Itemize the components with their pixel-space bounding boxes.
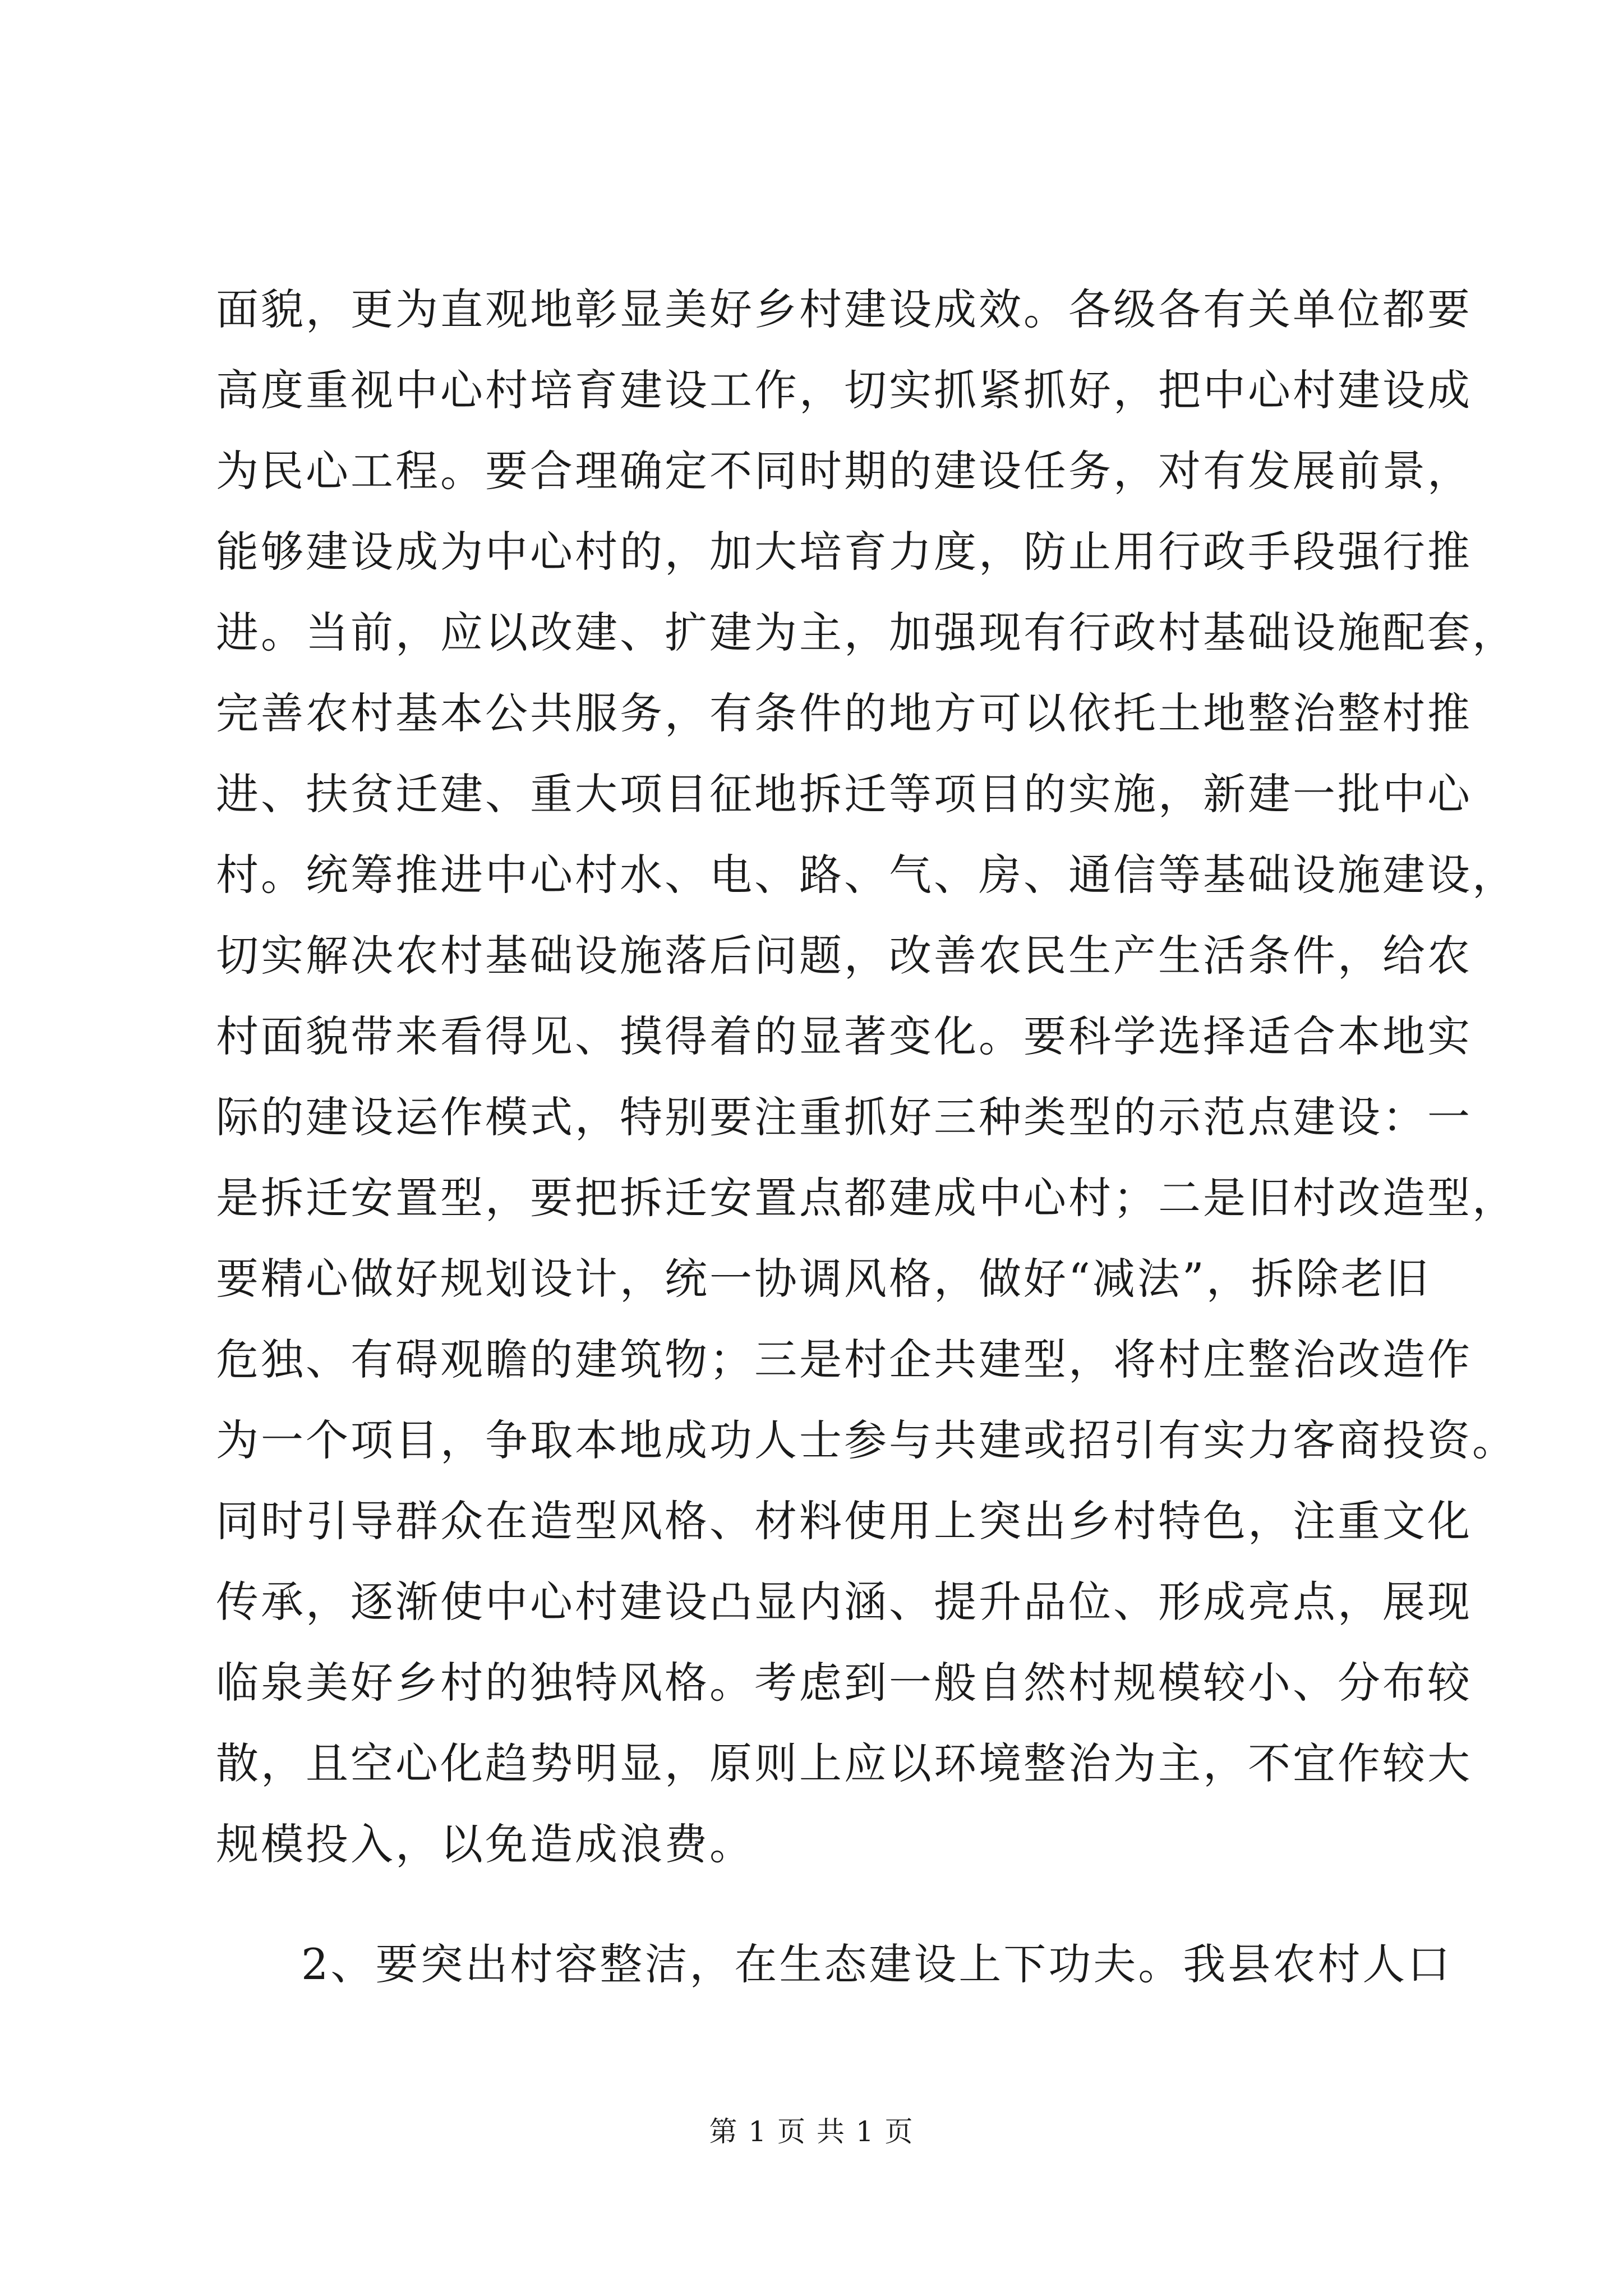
text-line: 完善农村基本公共服务，有条件的地方可以依托土地整治整村推 [216,688,1472,738]
text-line: 面貌，更为直观地彰显美好乡村建设成效。各级各有关单位都要 [216,284,1472,334]
text-line: 临泉美好乡村的独特风格。考虑到一般自然村规模较小、分布较 [216,1658,1472,1708]
text-line: 同时引导群众在造型风格、材料使用上突出乡村特色，注重文化 [216,1496,1472,1546]
paragraph-start-line: 2、要突出村容整洁，在生态建设上下功夫。我县农村人口 [301,1939,1453,1989]
page-footer: 第 1 页 共 1 页 [709,2115,914,2148]
text-line: 是拆迁安置型，要把拆迁安置点都建成中心村；二是旧村改造型， [216,1173,1517,1223]
text-line: 为民心工程。要合理确定不同时期的建设任务，对有发展前景， [216,446,1472,496]
text-line: 传承，逐渐使中心村建设凸显内涵、提升品位、形成亮点，展现 [216,1577,1472,1627]
text-line: 际的建设运作模式，特别要注重抓好三种类型的示范点建设：一 [216,1092,1472,1142]
text-line: 切实解决农村基础设施落后问题，改善农民生产生活条件，给农 [216,931,1472,981]
text-line: 村。统筹推进中心村水、电、路、气、房、通信等基础设施建设， [216,850,1517,900]
text-line: 进。当前，应以改建、扩建为主，加强现有行政村基础设施配套， [216,608,1517,657]
text-line: 进、扶贫迁建、重大项目征地拆迁等项目的实施，新建一批中心 [216,769,1472,819]
text-line: 高度重视中心村培育建设工作，切实抓紧抓好，把中心村建设成 [216,365,1472,415]
text-line: 散，且空心化趋势明显，原则上应以环境整治为主，不宜作较大 [216,1738,1472,1788]
text-line: 能够建设成为中心村的，加大培育力度，防止用行政手段强行推 [216,527,1472,577]
text-line: 村面貌带来看得见、摸得着的显著变化。要科学选择适合本地实 [216,1011,1472,1061]
text-line: 规模投入，以免造成浪费。 [216,1819,754,1869]
text-line: 为一个项目，争取本地成功人士参与共建或招引有实力客商投资。 [216,1415,1517,1465]
body-text [216,269,1517,2005]
text-line: 危独、有碍观瞻的建筑物；三是村企共建型，将村庄整治改造作 [216,1335,1472,1384]
text-line: 要精心做好规划设计，统一协调风格，做好“减法”，拆除老旧 [216,1254,1431,1304]
